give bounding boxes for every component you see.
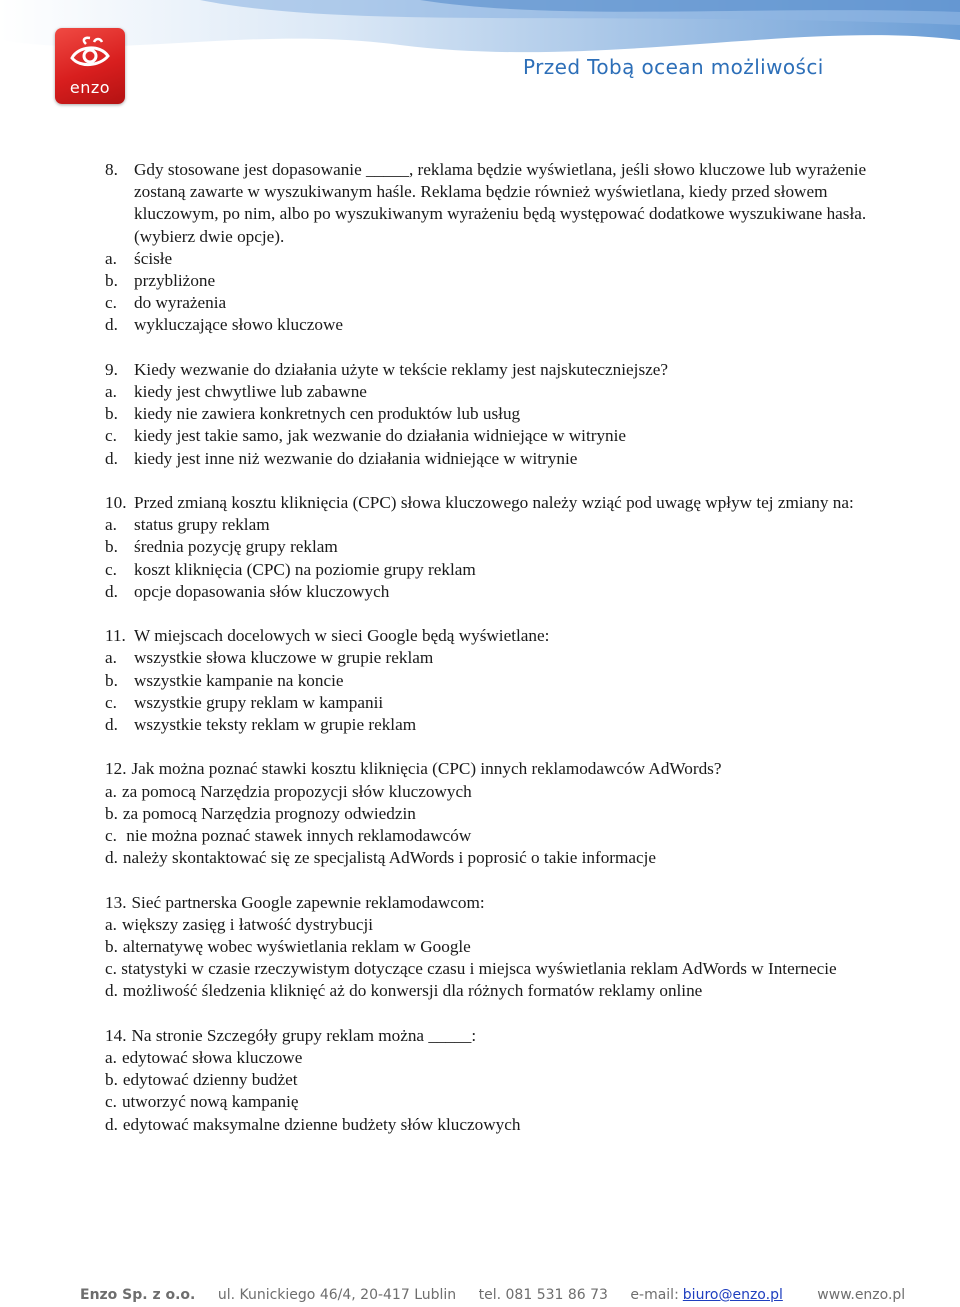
question-11 (105, 625, 885, 736)
option-c: c. utworzyć nową kampanię (105, 1092, 299, 1112)
page-header (0, 0, 960, 125)
question-text: Przed zmianą kosztu kliknięcia (CPC) słowa kluczowego należy wziąć pod uwagę wpływ tej zmiany na: (134, 493, 854, 513)
footer-email-label: e-mail: (630, 1287, 679, 1303)
option-d: d. należy skontaktować się ze specjalistą AdWords i poprosić o takie informacje (105, 848, 657, 868)
question-8 (105, 159, 885, 337)
question-stem (105, 758, 885, 780)
question-number: 8. (105, 160, 118, 179)
option-c: c. koszt kliknięcia (CPC) na poziomie grupy reklam (105, 559, 476, 579)
option-c: c. nie można poznać stawek innych reklamodawców (105, 826, 472, 846)
question-stem (105, 892, 885, 914)
option-b: b. średnia pozycję grupy reklam (105, 537, 338, 557)
question-number: 9. (105, 359, 118, 379)
question-stem (105, 625, 885, 647)
footer-email-link[interactable]: biuro@enzo.pl (682, 1287, 783, 1303)
question-10 (105, 492, 885, 603)
question-list (105, 159, 885, 1158)
question-stem (105, 492, 885, 514)
option-d: d. kiedy jest inne niż wezwanie do działania widniejące w witrynie (105, 448, 578, 468)
question-13 (105, 892, 885, 1003)
page-footer (80, 1287, 906, 1303)
question-text: W miejscach docelowych w sieci Google będą wyświetlane: (134, 626, 550, 646)
question-14 (105, 1025, 885, 1136)
footer-company: Enzo Sp. z o.o. (80, 1287, 196, 1303)
option-b: b. kiedy nie zawiera konkretnych cen produktów lub usług (105, 404, 521, 424)
footer-address: ul. Kunickiego 46/4, 20-417 Lublin (217, 1287, 457, 1303)
question-stem (105, 159, 885, 248)
question-text: Gdy stosowane jest dopasowanie _____, reklama będzie wyświetlana, jeśli słowo kluczowe lub wyrażenie zostaną zawarte w wyszukiwanym haśle. Reklama będzie również wyświetlana, kiedy przed słowem kluczowym, po nim, albo po wyszukiwanym wyrażeniu będą występować dodatkowe wyszukiwane hasła. (wybierz dwie opcje). (134, 160, 867, 246)
option-b: b. za pomocą Narzędzia prognozy odwiedzin (105, 803, 416, 823)
question-number: 13. (105, 892, 127, 912)
question-number: 11. (105, 626, 126, 646)
question-text: Jak można poznać stawki kosztu kliknięcia (CPC) innych reklamodawców AdWords? (131, 759, 722, 779)
option-a: a. edytować słowa kluczowe (105, 1048, 303, 1068)
option-b: b. edytować dzienny budżet (105, 1070, 298, 1090)
option-c: c. do wyrażenia (105, 293, 227, 313)
question-text: Sieć partnerska Google zapewnie reklamodawcom: (131, 892, 485, 912)
option-d: d. wykluczające słowo kluczowe (105, 315, 344, 335)
option-c: c. statystyki w czasie rzeczywistym dotyczące czasu i miejsca wyświetlania reklam AdWords w Internecie (105, 959, 837, 979)
question-number: 14. (105, 1025, 127, 1045)
question-12 (105, 758, 885, 869)
question-stem (105, 1025, 885, 1047)
question-number: 12. (105, 759, 127, 779)
option-d: d. edytować maksymalne dzienne budżety słów kluczowych (105, 1114, 521, 1134)
option-c: c. kiedy jest takie samo, jak wezwanie do działania widniejące w witrynie (105, 426, 627, 446)
option-b: b. alternatywę wobec wyświetlania reklam w Google (105, 937, 471, 957)
footer-phone: tel. 081 531 86 73 (478, 1287, 608, 1303)
option-a: a. większy zasięg i łatwość dystrybucji (105, 914, 374, 934)
question-text: Na stronie Szczegóły grupy reklam można _____: (131, 1025, 477, 1045)
question-9 (105, 359, 885, 470)
option-a: a. za pomocą Narzędzia propozycji słów kluczowych (105, 781, 472, 801)
footer-website[interactable]: www.enzo.pl (817, 1287, 906, 1303)
eye-swirl-icon (68, 36, 112, 76)
option-d: d. wszystkie teksty reklam w grupie reklam (105, 715, 417, 735)
slogan: Przed Tobą ocean możliwości (523, 55, 824, 79)
question-number: 10. (105, 493, 127, 513)
option-a: a. wszystkie słowa kluczowe w grupie reklam (105, 648, 434, 668)
option-b: b. wszystkie kampanie na koncie (105, 670, 344, 690)
option-c: c. wszystkie grupy reklam w kampanii (105, 692, 384, 712)
question-stem (105, 359, 885, 381)
option-a: a. status grupy reklam (105, 515, 270, 535)
option-d: d. opcje dopasowania słów kluczowych (105, 581, 390, 601)
option-a: a. ścisłe (105, 248, 173, 268)
option-b: b. przybliżone (105, 271, 216, 291)
question-text: Kiedy wezwanie do działania użyte w tekście reklamy jest najskuteczniejsze? (134, 359, 669, 379)
enzo-logo (55, 28, 125, 104)
logo-text: enzo (69, 78, 111, 97)
option-d: d. możliwość śledzenia kliknięć aż do konwersji dla różnych formatów reklamy online (105, 981, 703, 1001)
option-a: a. kiedy jest chwytliwe lub zabawne (105, 382, 367, 402)
